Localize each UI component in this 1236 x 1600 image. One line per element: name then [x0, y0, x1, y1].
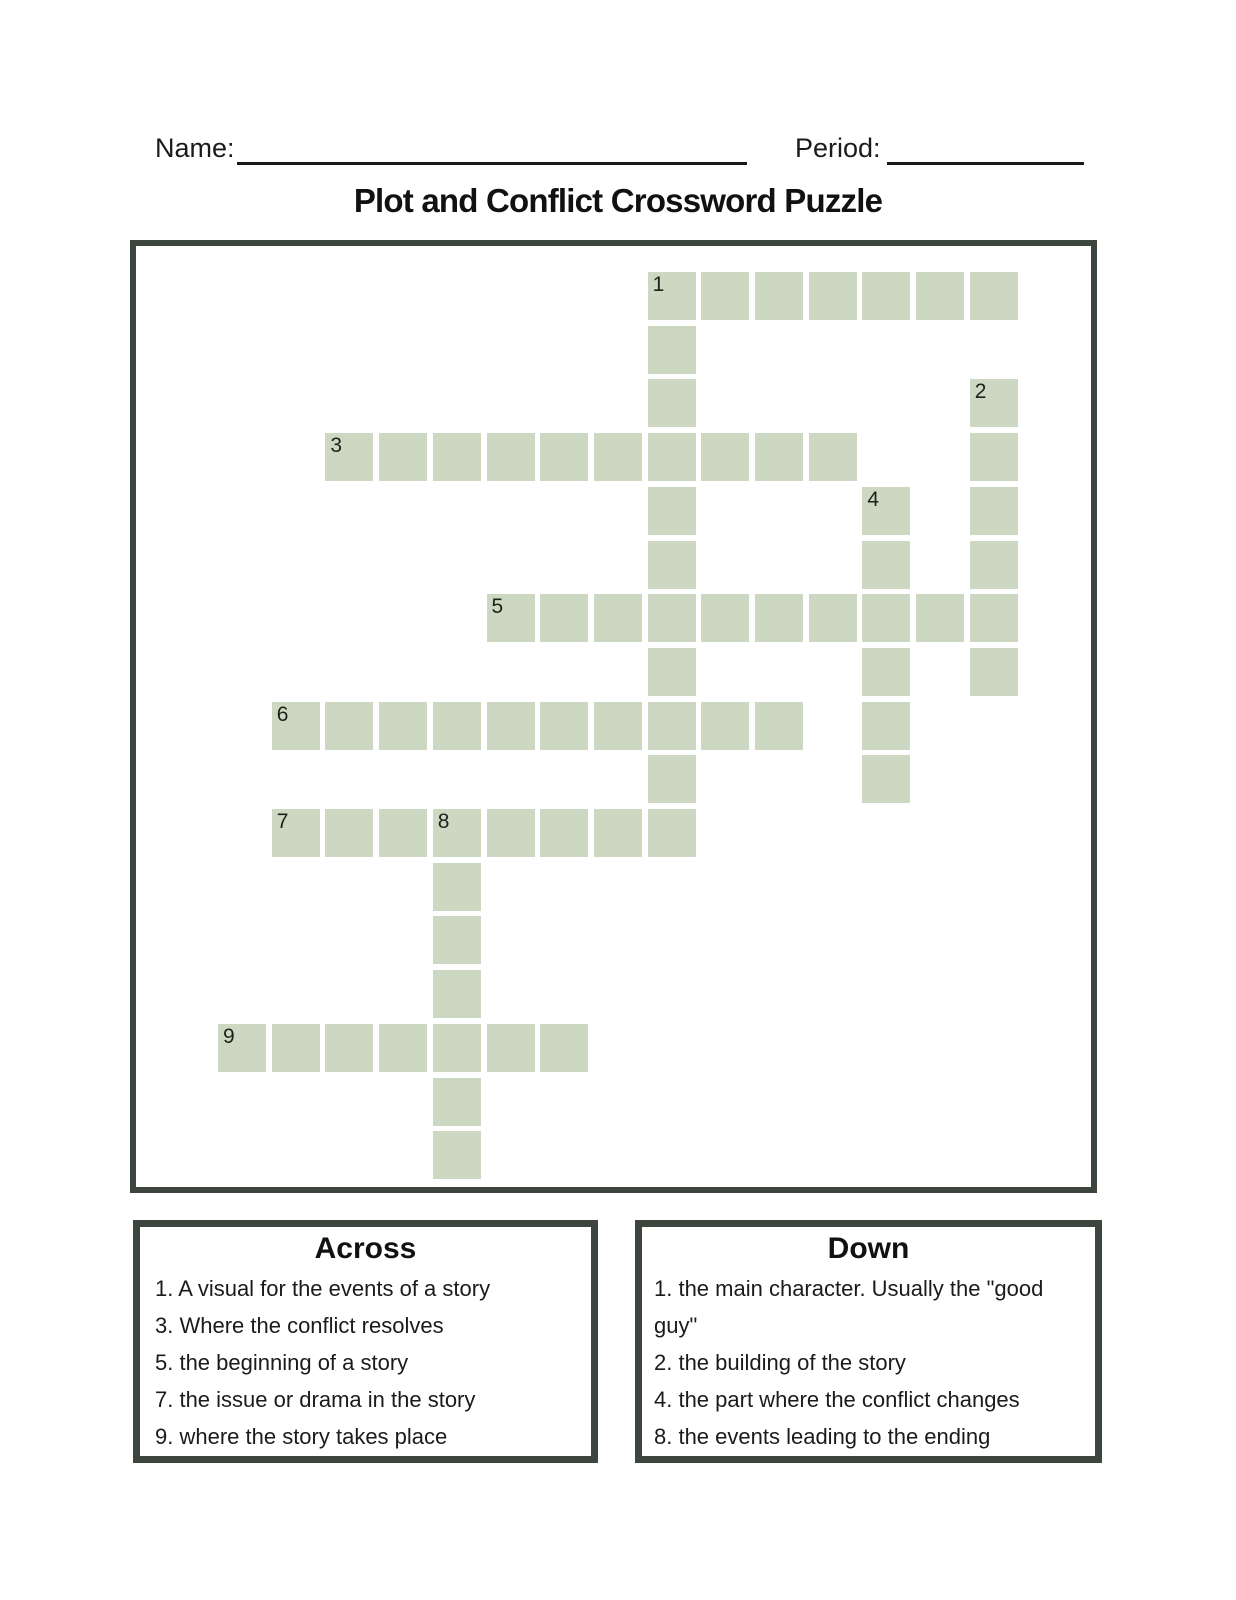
- grid-cell[interactable]: [916, 594, 964, 642]
- grid-cell[interactable]: [648, 702, 696, 750]
- name-label: Name:: [155, 133, 235, 163]
- grid-cell[interactable]: [433, 863, 481, 911]
- grid-cell[interactable]: [648, 272, 696, 320]
- grid-cell[interactable]: [272, 1024, 320, 1072]
- grid-cell[interactable]: [970, 594, 1018, 642]
- name-blank-line[interactable]: [237, 162, 747, 165]
- grid-cell[interactable]: [862, 272, 910, 320]
- grid-cell[interactable]: [970, 487, 1018, 535]
- grid-cell[interactable]: [809, 272, 857, 320]
- grid-cell[interactable]: [648, 379, 696, 427]
- grid-cell[interactable]: [379, 809, 427, 857]
- grid-cell[interactable]: [433, 1131, 481, 1179]
- grid-cell[interactable]: [272, 809, 320, 857]
- cell-number: 7: [276, 810, 289, 833]
- grid-cell[interactable]: [540, 702, 588, 750]
- grid-cell[interactable]: [487, 433, 535, 481]
- clue-item-down-8: 8. the events leading to the ending: [654, 1424, 991, 1449]
- page-title: Plot and Conflict Crossword Puzzle: [353, 182, 883, 219]
- down-clues-box: [635, 1220, 1102, 1463]
- clue-item-down-2: 2. the building of the story: [654, 1350, 906, 1375]
- down-title: Down: [827, 1232, 910, 1265]
- clue-item-down-1: 1. the main character. Usually the "good guy": [654, 1276, 1044, 1338]
- grid-cell[interactable]: [970, 433, 1018, 481]
- grid-cell[interactable]: [970, 272, 1018, 320]
- grid-cell[interactable]: [594, 433, 642, 481]
- grid-cell[interactable]: [970, 648, 1018, 696]
- grid-cell[interactable]: [648, 594, 696, 642]
- grid-cell[interactable]: [433, 1024, 481, 1072]
- cell-number: 5: [491, 595, 504, 619]
- cell-number: 3: [330, 434, 343, 458]
- grid-cell[interactable]: [648, 326, 696, 374]
- cell-number: 4: [867, 487, 880, 511]
- grid-cell[interactable]: [862, 755, 910, 803]
- grid-cell[interactable]: [862, 648, 910, 696]
- cell-number: 9: [223, 1024, 235, 1048]
- down-clue-list: [642, 1270, 1078, 1455]
- grid-cell[interactable]: [701, 433, 749, 481]
- grid-cell[interactable]: [809, 594, 857, 642]
- grid-cell[interactable]: [862, 487, 910, 535]
- clue-item-across-5: 5. the beginning of a story: [155, 1350, 409, 1375]
- clue-item-down-4: 4. the part where the conflict changes: [654, 1387, 1020, 1412]
- crossword-grid: [130, 240, 1097, 1193]
- clue-item-across-7: 7. the issue or drama in the story: [155, 1387, 476, 1412]
- grid-cell[interactable]: [862, 594, 910, 642]
- grid-cell[interactable]: [487, 594, 535, 642]
- grid-cell[interactable]: [755, 272, 803, 320]
- grid-cell[interactable]: [916, 272, 964, 320]
- grid-cell[interactable]: [540, 594, 588, 642]
- grid-cell[interactable]: [755, 433, 803, 481]
- grid-cell[interactable]: [648, 648, 696, 696]
- grid-cell[interactable]: [433, 970, 481, 1018]
- grid-cell[interactable]: [325, 702, 373, 750]
- grid-cell[interactable]: [755, 594, 803, 642]
- grid-cell[interactable]: [433, 702, 481, 750]
- period-label: Period:: [795, 133, 881, 163]
- grid-cell[interactable]: [594, 594, 642, 642]
- grid-cell[interactable]: [379, 1024, 427, 1072]
- grid-cell[interactable]: [272, 702, 320, 750]
- across-title: Across: [314, 1232, 417, 1265]
- grid-cell[interactable]: [540, 433, 588, 481]
- grid-cell[interactable]: [970, 541, 1018, 589]
- grid-cell[interactable]: [594, 702, 642, 750]
- grid-cell[interactable]: [433, 433, 481, 481]
- grid-cell[interactable]: [970, 379, 1018, 427]
- grid-cell[interactable]: [325, 433, 373, 481]
- grid-cell[interactable]: [862, 541, 910, 589]
- grid-cell[interactable]: [379, 433, 427, 481]
- period-blank-line[interactable]: [887, 162, 1084, 165]
- cell-number: 6: [276, 702, 289, 726]
- grid-cell[interactable]: [487, 809, 535, 857]
- clue-item-across-1: 1. A visual for the events of a story: [155, 1276, 491, 1301]
- crossword-cells-layer: [136, 246, 1091, 1187]
- across-clue-list: [140, 1270, 591, 1455]
- grid-cell[interactable]: [433, 809, 481, 857]
- grid-cell[interactable]: [701, 702, 749, 750]
- grid-cell[interactable]: [540, 1024, 588, 1072]
- grid-cell[interactable]: [755, 702, 803, 750]
- grid-cell[interactable]: [540, 809, 588, 857]
- grid-cell[interactable]: [379, 702, 427, 750]
- grid-cell[interactable]: [594, 809, 642, 857]
- clue-item-across-9: 9. where the story takes place: [155, 1424, 448, 1449]
- grid-cell[interactable]: [701, 594, 749, 642]
- cell-number: 8: [437, 810, 450, 833]
- grid-cell[interactable]: [648, 541, 696, 589]
- grid-cell[interactable]: [487, 1024, 535, 1072]
- cell-number: 2: [974, 380, 987, 404]
- grid-cell[interactable]: [433, 1078, 481, 1126]
- cell-number: 1: [652, 273, 665, 296]
- across-clues-box: [133, 1220, 598, 1463]
- grid-cell[interactable]: [862, 702, 910, 750]
- grid-cell[interactable]: [701, 272, 749, 320]
- grid-cell[interactable]: [648, 433, 696, 481]
- grid-cell[interactable]: [433, 916, 481, 964]
- grid-cell[interactable]: [325, 809, 373, 857]
- grid-cell[interactable]: [648, 755, 696, 803]
- grid-cell[interactable]: [487, 702, 535, 750]
- grid-cell[interactable]: [648, 487, 696, 535]
- grid-cell[interactable]: [648, 809, 696, 857]
- grid-cell[interactable]: [325, 1024, 373, 1072]
- grid-cell[interactable]: [809, 433, 857, 481]
- clue-item-across-3: 3. Where the conflict resolves: [155, 1313, 444, 1338]
- grid-cell[interactable]: [218, 1024, 266, 1072]
